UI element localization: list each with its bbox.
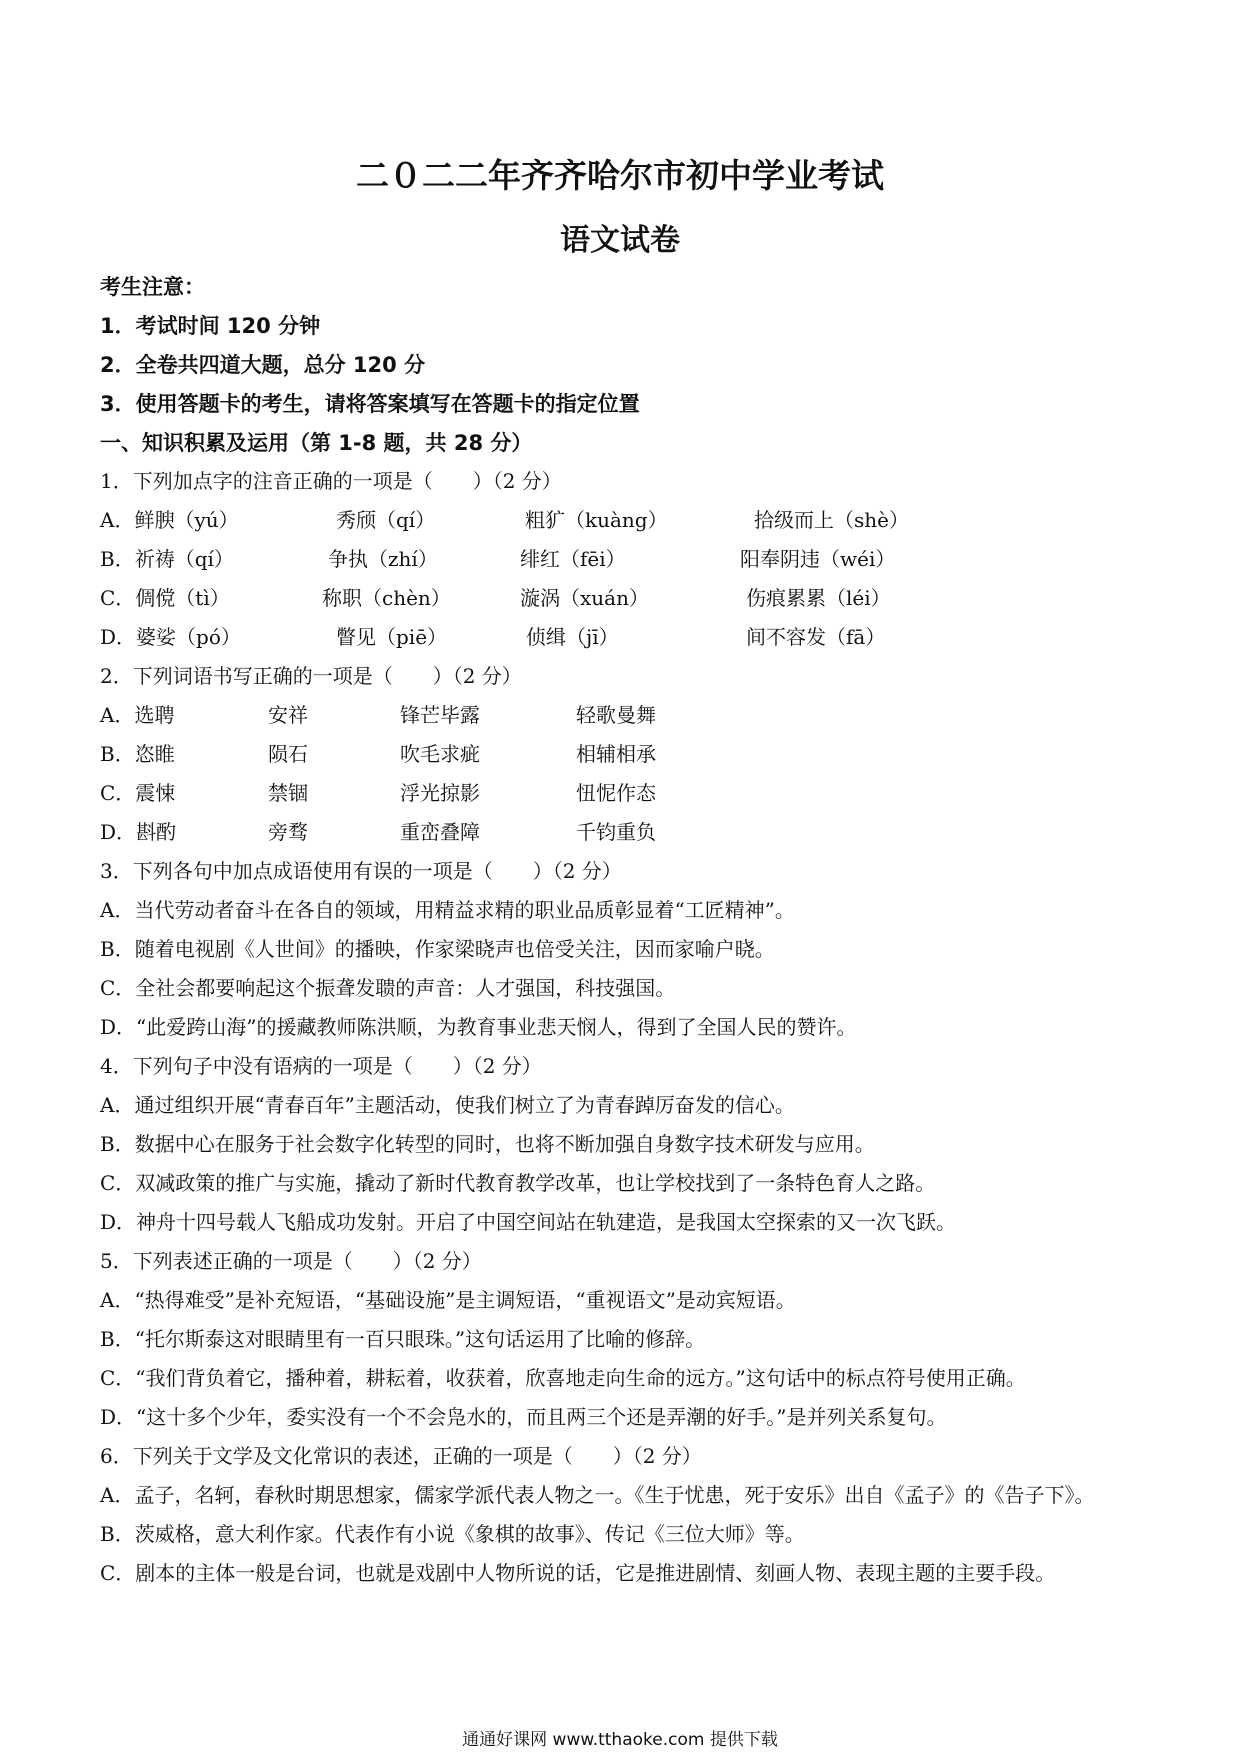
page-footer: 通通好课网 www.tthaoke.com 提供下载	[462, 1730, 778, 1750]
q1-choice: A．鲜腴（yú）	[100, 508, 239, 532]
q2-choice: 锋芒毕露	[400, 703, 480, 727]
q4-option: C．双减政策的推广与实施，撬动了新时代教育教学改革，也让学校找到了一条特色育人之路。	[100, 1171, 936, 1195]
q2-choice: B．恣睢	[100, 742, 175, 766]
q6-option: B．茨威格，意大利作家。代表作有小说《象棋的故事》、传记《三位大师》等。	[100, 1522, 805, 1546]
q1-choice: 粗犷（kuàng）	[525, 508, 668, 532]
q2-choice: 浮光掠影	[400, 781, 480, 805]
question-6-stem: 6．下列关于文学及文化常识的表述，正确的一项是（ ）（2 分）	[100, 1444, 702, 1468]
q2-choice: 相辅相承	[576, 742, 656, 766]
notice-item: 2．全卷共四道大题，总分 120 分	[100, 353, 426, 377]
q4-option: A．通过组织开展“青春百年”主题活动，使我们树立了为青春踔厉奋发的信心。	[100, 1093, 795, 1117]
q2-choice: 重峦叠障	[400, 820, 480, 844]
q3-option: D．“此爱跨山海”的援藏教师陈洪顺，为教育事业悲天悯人，得到了全国人民的赞许。	[100, 1015, 857, 1039]
q1-choice: C．倜傥（tì）	[100, 586, 230, 610]
question-1-stem: 1．下列加点字的注音正确的一项是（ ）（2 分）	[100, 469, 562, 493]
q1-choice: 漩涡（xuán）	[520, 586, 649, 610]
q4-option: B．数据中心在服务于社会数字化转型的同时，也将不断加强自身数字技术研发与应用。	[100, 1132, 875, 1156]
q2-choice: D．斟酌	[100, 820, 177, 844]
q2-choice: A．选聘	[100, 703, 175, 727]
q3-option: B．随着电视剧《人世间》的播映，作家梁晓声也倍受关注，因而家喻户晓。	[100, 937, 775, 961]
q2-choice: 忸怩作态	[576, 781, 656, 805]
q1-choice: 阳奉阴违（wéi）	[740, 547, 896, 571]
question-3-stem: 3．下列各句中加点成语使用有误的一项是（ ）（2 分）	[100, 859, 622, 883]
q5-option: C．“我们背负着它，播种着，耕耘着，收获着，欣喜地走向生命的远方。”这句话中的标点符号使用正确。	[100, 1366, 1026, 1390]
section-heading: 一、知识积累及运用（第 1-8 题，共 28 分）	[100, 431, 533, 455]
q1-choice: D．婆娑（pó）	[100, 625, 241, 649]
q2-choice: 禁锢	[268, 781, 308, 805]
q1-choice: 拾级而上（shè）	[754, 508, 909, 532]
q2-choice: 旁骛	[268, 820, 308, 844]
q1-choice: 秀颀（qí）	[336, 508, 436, 532]
question-4-stem: 4．下列句子中没有语病的一项是（ ）（2 分）	[100, 1054, 542, 1078]
q2-choice: C．震悚	[100, 781, 176, 805]
q1-choice: 伤痕累累（léi）	[746, 586, 891, 610]
q5-option: D．“这十多个少年，委实没有一个不会凫水的，而且两三个还是弄潮的好手。”是并列关系复句。	[100, 1405, 947, 1429]
q5-option: B．“托尔斯泰这对眼睛里有一百只眼珠。”这句话运用了比喻的修辞。	[100, 1327, 706, 1351]
notice-heading: 考生注意：	[100, 275, 205, 299]
q1-choice: B．祈祷（qí）	[100, 547, 234, 571]
q4-option: D．神舟十四号载人飞船成功发射。开启了中国空间站在轨建造，是我国太空探索的又一次飞跃。	[100, 1210, 957, 1234]
q1-choice: 侦缉（jī）	[526, 625, 619, 649]
question-5-stem: 5．下列表述正确的一项是（ ）（2 分）	[100, 1249, 482, 1273]
q1-choice: 间不容发（fā）	[746, 625, 886, 649]
q3-option: C．全社会都要响起这个振聋发聩的声音：人才强国，科技强国。	[100, 976, 676, 1000]
notice-item: 3．使用答题卡的考生，请将答案填写在答题卡的指定位置	[100, 392, 640, 416]
exam-title: 二０二二年齐齐哈尔市初中学业考试	[356, 156, 884, 195]
notice-item: 1．考试时间 120 分钟	[100, 314, 321, 338]
q6-option: A．孟子，名轲，春秋时期思想家，儒家学派代表人物之一。《生于忧患，死于安乐》出自《孟子》的《告子下》。	[100, 1483, 1095, 1507]
q2-choice: 轻歌曼舞	[576, 703, 656, 727]
q6-option: C．剧本的主体一般是台词，也就是戏剧中人物所说的话，它是推进剧情、刻画人物、表现主题的主要手段。	[100, 1561, 1056, 1585]
q2-choice: 陨石	[268, 742, 308, 766]
question-2-stem: 2．下列词语书写正确的一项是（ ）（2 分）	[100, 664, 522, 688]
q1-choice: 争执（zhí）	[328, 547, 438, 571]
exam-subtitle: 语文试卷	[560, 223, 680, 258]
q5-option: A．“热得难受”是补充短语，“基础设施”是主调短语，“重视语文”是动宾短语。	[100, 1288, 796, 1312]
q1-choice: 瞥见（piē）	[336, 625, 448, 649]
q3-option: A．当代劳动者奋斗在各自的领域，用精益求精的职业品质彰显着“工匠精神”。	[100, 898, 795, 922]
q2-choice: 安祥	[268, 703, 308, 727]
q2-choice: 吹毛求疵	[400, 742, 480, 766]
q2-choice: 千钧重负	[576, 820, 656, 844]
q1-choice: 称职（chèn）	[322, 586, 451, 610]
q1-choice: 绯红（fēi）	[520, 547, 626, 571]
